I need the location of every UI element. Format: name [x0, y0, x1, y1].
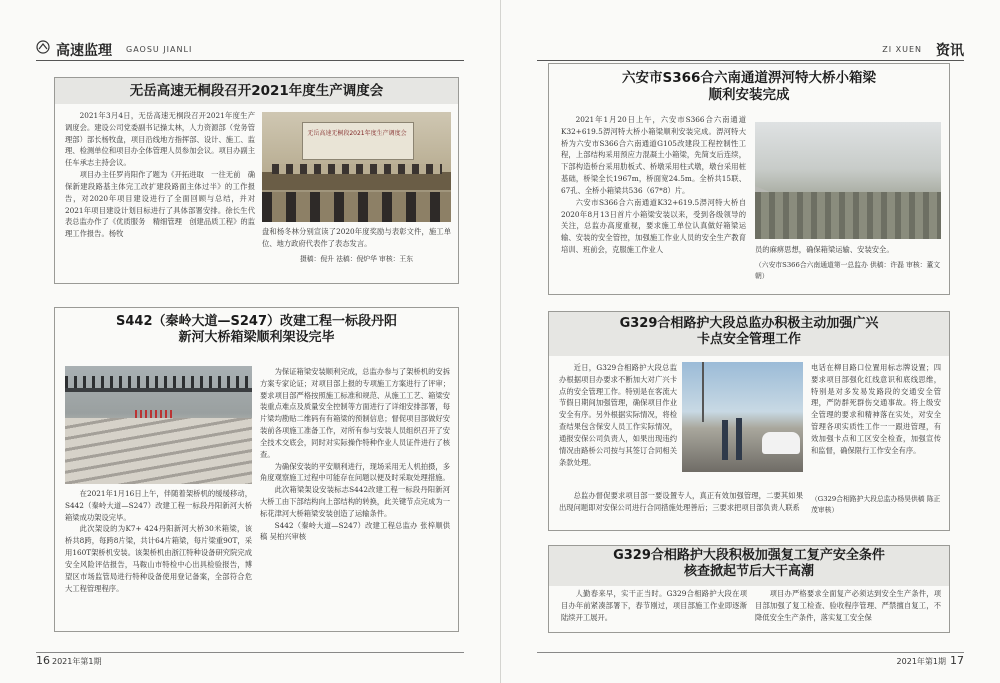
section-title: 资讯	[936, 43, 964, 59]
paragraph: 此次架设的为K7+ 424丹阳新河大桥30米箱梁，该桥共8跨，每跨8片梁，共计64片箱梁，每片梁重90T，采用160T架桥机安装。该架桥机由浙江特种设备研究院完成安全风险评估报告，马鞍山市特检中心出具检验报告，博望区市场监管局进行特种设备使用登记备案，全部符合危大工程管理程序。	[65, 524, 252, 593]
paragraph: 为保证箱梁安装顺利完成，总监办参与了架桥机的安拆方案专家论证；对项目部上报的专项施工方案进行了评审；要求项目部严格按照施工标准和规范、从施工工艺、箱梁安装重点难点及质量安全控制等方面进行了详细安排部署，每片梁均勘贴二维码有有箱梁的预制信息；督促项目部做好安装前各项施工准备工作，对所有参与安装人员组织召开了安全技术交底会，同时对实际操作特种作业人员证件进行了核查。	[260, 367, 450, 459]
checkpoint-photo	[682, 362, 803, 472]
left-footer	[36, 652, 464, 669]
section-title: 高速监理	[56, 43, 112, 59]
title-line: G329合相路护大段总监办积极主动加强广兴	[619, 316, 879, 331]
article-g329-resumption	[548, 545, 950, 633]
credit: （六安市S366合六南通道第一总监办 供稿：许磊 审核：董文朝）	[755, 261, 941, 280]
article-body-left	[561, 114, 746, 289]
paragraph: 员的麻痹思想，确保箱梁运输、安装安全。	[755, 245, 894, 254]
title-line: 六安市S366合六南通道淠河特大桥小箱梁	[622, 70, 876, 86]
paragraph: 此次箱梁架设安装标志S442改建工程一标段丹阳新河大桥工由下部结构向上部结构的转换，此关键节点完成为一标花津河大桥箱梁安装创造了运输条件。	[260, 485, 450, 518]
article-wuyue-meeting	[54, 77, 459, 284]
right-page	[500, 0, 1000, 683]
paragraph: 六安市S366合六南通道K32+619.5淠河特大桥自2020年8月13日首片小箱梁安装以来，受到各级领导的关注，总监办高度重视，要求施工单位认真做好箱梁运输、安装的安全管控，加强施工作业人员的安全生产教育培训、班前会，克服施工作业人	[561, 197, 746, 254]
photo-banner-text: 无岳高速无桐段2021年度生产调度会	[307, 130, 407, 137]
article-body-left	[559, 362, 677, 502]
page-number: 17	[950, 654, 964, 667]
article-body-right	[260, 366, 450, 626]
bridge-construction-photo	[65, 366, 252, 484]
article-title	[549, 70, 949, 104]
journal-logo-icon	[36, 40, 50, 54]
right-footer	[537, 652, 964, 669]
article-title	[549, 312, 949, 356]
left-header	[36, 36, 464, 61]
article-body	[65, 110, 255, 276]
paragraph: 2021年3月4日，无岳高速无桐段召开2021年度生产调度会。建设公司党委副书记操太林，人力资源部（党务管理部）部长杨牧盘，项目沿线地方指挥部、设计、施工、监理、检测单位和项目办全体管理人员参加会议。项目办副主任车承志主持会议。	[65, 111, 255, 168]
article-title: 无岳高速无桐段召开2021年度生产调度会	[55, 78, 458, 104]
paragraph: 为确保安装的平安顺利进行，现场采用无人机拍摄，多角度观察施工过程中可能存在问题以便及时采取处理措施。	[260, 461, 450, 483]
credit: （G329合相路护大段总监办杨昊供稿 陈正茂审核）	[811, 495, 941, 514]
article-body-cont	[262, 226, 451, 250]
title-line: 顺利安装完成	[708, 86, 790, 103]
paragraph: 2021年1月20日上午，六安市S366合六南通道K32+619.5淠河特大桥小箱梁顺利安装完成。淠河特大桥为六安市S366合六南通道G105改建段工程控制性工程，上部结构采用预应力混凝土小箱梁，先简支后连续，下部构造桥台采用肋板式、桥墩采用柱式墩，墩台采用桩基础，桥梁全长1967m，桥面宽24.5m。全桥共15联、67孔、全桥小箱梁共536（67*8）片。	[561, 115, 746, 195]
title-line: 核查掀起节后大干高潮	[683, 564, 814, 580]
title-line: 卡点安全管理工作	[696, 332, 801, 348]
issue-label: 2021年第1期	[896, 657, 946, 666]
paragraph: 电话在柳目路口位置用标志牌设置；四要求项目部强化红线意识和底线思维，特别是对多发易发路段的交通安全管理，严防群死群伤交通事故。将上级安全管理的要求和精神落在实处，对安全管理各项实质性工作一一跟进管理，有效加强卡点和工区安全检查，加强宣传和监督，确保限行工作安全有序。	[811, 363, 941, 455]
issue-label: 2021年第1期	[52, 657, 102, 666]
article-liuan-bridge	[548, 63, 950, 295]
article-body-left	[65, 488, 252, 626]
paragraph: 项目办主任罗肖阳作了题为《开拓进取 一往无前 确保新建段路基主体完工改扩建段路面主体过半》的工作报告，对2020年项目建设进行了全面回顾与总结，并对2021年项目建设计划目标进行了具体部署安排。徐长生代表总监办作了《优质服务 精细管理 创建品质工程》的监理工作报告。杨牧	[65, 170, 255, 239]
article-g329-guangxing	[548, 311, 950, 531]
article-body-cont	[755, 244, 941, 258]
paragraph: 总监办督促要求项目部一要设置专人，真正有效加强管理，二要其如果出现问题即对安保公司进行合同措施处理善后；三要求把项目部负责人联系	[559, 491, 803, 512]
article-s442-bridge	[54, 307, 459, 632]
title-line: G329合相路护大段积极加强复工复产安全条件	[613, 548, 885, 563]
paragraph: 项目办严格要求全面复产必须达到安全生产条件，项目部加强了复工检查、验收程序管理、严禁擅自复工，不降低安全生产条件，落实复工安全保	[755, 589, 941, 622]
title-line: S442（秦岭大道—S247）改建工程一标段丹阳	[116, 314, 397, 329]
page-number: 16	[36, 654, 50, 667]
paragraph: 在2021年1月16日上午，伴随着架桥机的缓缓移动，S442（秦岭大道—S247）改建工程一标段丹阳新河大桥箱梁成功架设完毕。	[65, 489, 252, 522]
meeting-photo	[262, 112, 451, 222]
article-title	[549, 546, 949, 586]
paragraph: 盘和杨冬林分别宣读了2020年度奖励与表彰文件，施工单位、地方政府代表作了表态发言。	[262, 227, 451, 248]
article-body-left	[561, 588, 747, 628]
right-header	[537, 36, 964, 61]
article-body-right	[755, 588, 941, 628]
paragraph: 近日，G329合相路护大段总监办根据项目办要求不断加大对广兴卡点的安全管理工作。特别是在客流大节假日期间加强管理，确保项目作业安全有序。另外根据实际情况，将检查结果包含保安人员工作实际情况，通报安保公司负责人，如果出现违约情况由路桥公司按与其签订合同相关条款处理。	[559, 363, 677, 467]
paragraph: 人勤春来早，实干正当时。G329合相路护大段在项目办年前紧凑部署下，春节刚过，项目部施工作业即逐渐陆续开工展开。	[561, 589, 747, 622]
photo-caption: 摄稿：倪升 祛稿：倪炉华 审核：王东	[299, 255, 414, 263]
article-title	[55, 314, 458, 347]
section-subtitle: ZI XUEN	[882, 45, 922, 54]
article-body-bottom	[559, 490, 803, 526]
credit: S442（秦岭大道—S247）改建工程总监办 张梓顺供稿 吴柏兴审核	[260, 520, 450, 542]
bridge-beam-photo	[755, 122, 941, 239]
title-line: 新河大桥箱梁顺利架设完毕	[178, 330, 335, 346]
section-subtitle: GAOSU JIANLI	[126, 45, 193, 54]
article-body-right	[811, 362, 941, 502]
